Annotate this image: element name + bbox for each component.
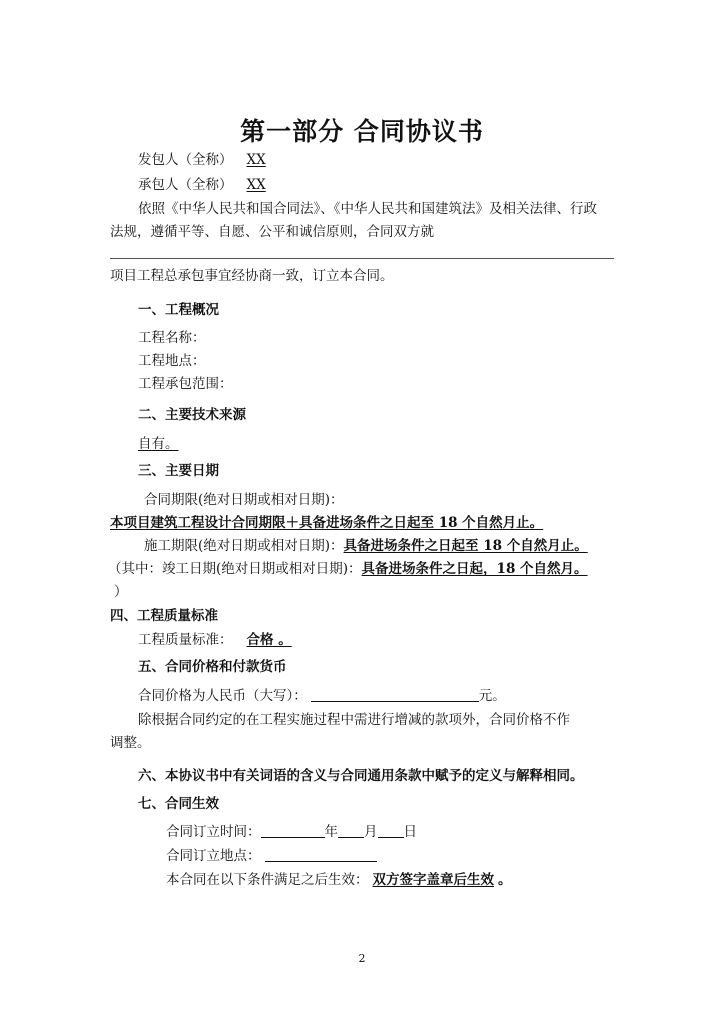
signing-place-label: 合同订立地点： bbox=[166, 848, 261, 864]
effective-condition-line bbox=[166, 870, 512, 890]
construction-period-label: 施工期限(绝对日期或相对日期)： bbox=[144, 538, 344, 554]
contract-price-label: 合同价格为人民币（大写）： bbox=[138, 688, 307, 704]
signing-place-blank bbox=[265, 847, 377, 862]
section-6-heading: 六、本协议书中有关词语的含义与合同通用条款中赋予的定义与解释相同。 bbox=[138, 768, 584, 784]
contract-period-value: 本项目建筑工程设计合同期限＋具备进场条件之日起至 18 个自然月止。 bbox=[110, 515, 544, 531]
contract-price-blank bbox=[311, 687, 479, 702]
section-3-heading: 三、主要日期 bbox=[138, 463, 219, 479]
construction-period-line bbox=[144, 536, 592, 556]
section-2-heading: 二、主要技术来源 bbox=[138, 407, 246, 423]
project-scope-label: 工程承包范围： bbox=[138, 376, 233, 392]
project-location-label: 工程地点： bbox=[138, 353, 206, 369]
section-5-heading: 五、合同价格和付款货币 bbox=[138, 659, 287, 675]
signing-time-line bbox=[166, 822, 417, 842]
effective-condition-value: 双方签字盖章后生效 bbox=[372, 872, 494, 888]
quality-standard-label: 工程质量标准： bbox=[138, 632, 233, 648]
contractor-line bbox=[138, 175, 314, 195]
signing-place-line bbox=[166, 846, 377, 866]
intro-line-1: 依照《中华人民共和国合同法》、《中华人民共和国建筑法》及相关法律、行政 bbox=[138, 201, 597, 217]
completion-close-paren: ） bbox=[114, 584, 128, 600]
intro-line-3: 项目工程总承包事宜经协商一致，订立本合同。 bbox=[110, 268, 394, 284]
contract-price-unit: 元。 bbox=[478, 688, 506, 704]
contract-period-line bbox=[110, 513, 547, 533]
tech-source-line bbox=[138, 434, 187, 454]
completion-date-label: （其中：竣工日期(绝对日期或相对日期)： bbox=[108, 561, 362, 577]
section-7-heading: 七、合同生效 bbox=[138, 796, 219, 812]
price-note-line-2: 调整。 bbox=[110, 735, 151, 751]
completion-date-value: 具备进场条件之日起，18 个自然月。 bbox=[361, 561, 588, 577]
completion-date-line bbox=[108, 559, 592, 579]
page-title: 第一部分 合同协议书 bbox=[240, 117, 484, 146]
project-name-label: 工程名称： bbox=[138, 330, 206, 346]
contractor-label: 承包人（全称） bbox=[138, 177, 233, 193]
year-blank bbox=[261, 823, 325, 838]
construction-period-value: 具备进场条件之日起至 18 个自然月止。 bbox=[343, 538, 588, 554]
tech-source-value: 自有。 bbox=[138, 436, 179, 452]
signing-time-label: 合同订立时间： bbox=[166, 824, 261, 840]
effective-condition-label: 本合同在以下条件满足之后生效： bbox=[166, 872, 369, 888]
contract-period-label: 合同期限(绝对日期或相对日期)： bbox=[144, 492, 344, 508]
quality-standard-value: 合格 。 bbox=[246, 632, 292, 648]
employer-label: 发包人（全称） bbox=[138, 152, 233, 168]
section-1-heading: 一、工程概况 bbox=[138, 302, 219, 318]
intro-line-2: 法规，遵循平等、自愿、公平和诚信原则，合同双方就 bbox=[110, 224, 434, 240]
year-label: 年 bbox=[324, 824, 338, 840]
quality-standard-line bbox=[138, 630, 298, 650]
employer-line bbox=[138, 150, 294, 170]
price-note-line-1: 除根据合同约定的在工程实施过程中需进行增减的款项外，合同价格不作 bbox=[138, 712, 570, 728]
contractor-value: XX bbox=[246, 177, 266, 193]
employer-value: XX bbox=[246, 152, 266, 168]
month-blank bbox=[338, 823, 364, 838]
month-label: 月 bbox=[364, 824, 378, 840]
effective-condition-end: 。 bbox=[498, 872, 512, 888]
day-label: 日 bbox=[403, 824, 417, 840]
blank-rule bbox=[110, 258, 614, 259]
contract-price-line bbox=[138, 686, 506, 706]
page-number: 2 bbox=[358, 952, 366, 965]
section-4-heading: 四、工程质量标准 bbox=[110, 608, 218, 624]
day-blank bbox=[378, 823, 404, 838]
